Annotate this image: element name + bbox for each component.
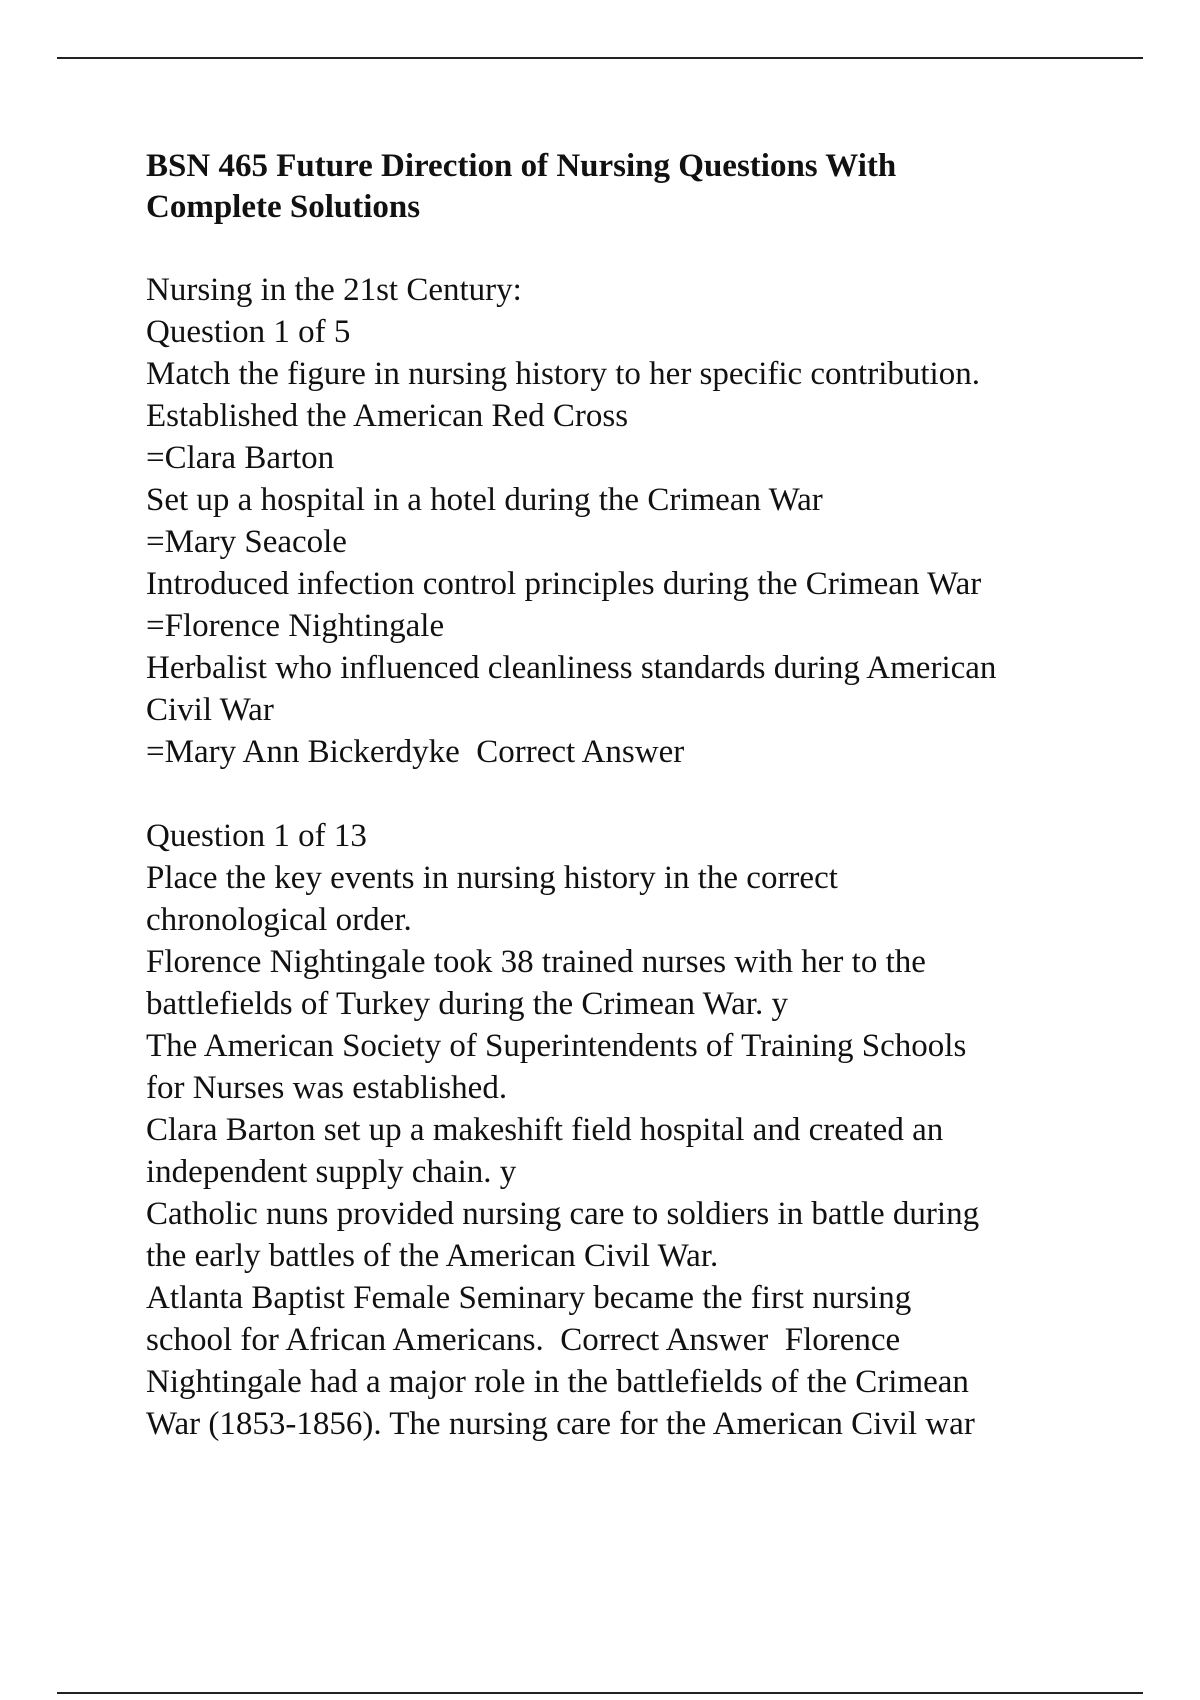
top-rule: [57, 57, 1143, 59]
text-line: Catholic nuns provided nursing care to soldiers in battle during: [146, 1196, 980, 1232]
text-line: Florence Nightingale took 38 trained nurses with her to the: [146, 944, 926, 980]
text-line: Introduced infection control principles during the Crimean War: [146, 566, 982, 602]
text-line: the early battles of the American Civil War.: [146, 1238, 719, 1274]
text-line: Atlanta Baptist Female Seminary became the first nursing: [146, 1280, 912, 1316]
title-line-2: Complete Solutions: [146, 189, 421, 225]
text-line: Clara Barton set up a makeshift field hospital and created an: [146, 1112, 944, 1148]
bottom-rule: [57, 1692, 1143, 1694]
text-line: school for African Americans. Correct Answer Florence: [146, 1322, 901, 1358]
document-title: [146, 146, 1106, 228]
question-number: Question 1 of 5: [146, 314, 351, 350]
section-heading: Nursing in the 21st Century:: [146, 272, 522, 308]
text-line: Herbalist who influenced cleanliness standards during American: [146, 650, 997, 686]
text-line: Place the key events in nursing history in the correct: [146, 860, 838, 896]
paragraph-gap: [146, 773, 1106, 815]
text-line: =Florence Nightingale: [146, 608, 445, 644]
text-line: battlefields of Turkey during the Crimean War. y: [146, 986, 788, 1022]
question-number: Question 1 of 13: [146, 818, 367, 854]
section-1: [146, 269, 1106, 773]
text-line: =Clara Barton: [146, 440, 335, 476]
text-line: Set up a hospital in a hotel during the Crimean War: [146, 482, 823, 518]
section-2: [146, 815, 1106, 1445]
text-line: War (1853-1856). The nursing care for the American Civil war: [146, 1406, 975, 1442]
text-line: =Mary Ann Bickerdyke Correct Answer: [146, 734, 685, 770]
text-line: for Nurses was established.: [146, 1070, 508, 1106]
text-line: Civil War: [146, 692, 274, 728]
title-line-1: BSN 465 Future Direction of Nursing Questions With: [146, 148, 897, 184]
text-line: Nightingale had a major role in the battlefields of the Crimean: [146, 1364, 969, 1400]
question-prompt: Match the figure in nursing history to her specific contribution.: [146, 356, 980, 392]
text-line: The American Society of Superintendents of Training Schools: [146, 1028, 967, 1064]
text-line: =Mary Seacole: [146, 524, 347, 560]
text-line: chronological order.: [146, 902, 412, 938]
text-line: independent supply chain. y: [146, 1154, 517, 1190]
document-body: [146, 146, 1106, 1445]
text-line: Established the American Red Cross: [146, 398, 629, 434]
